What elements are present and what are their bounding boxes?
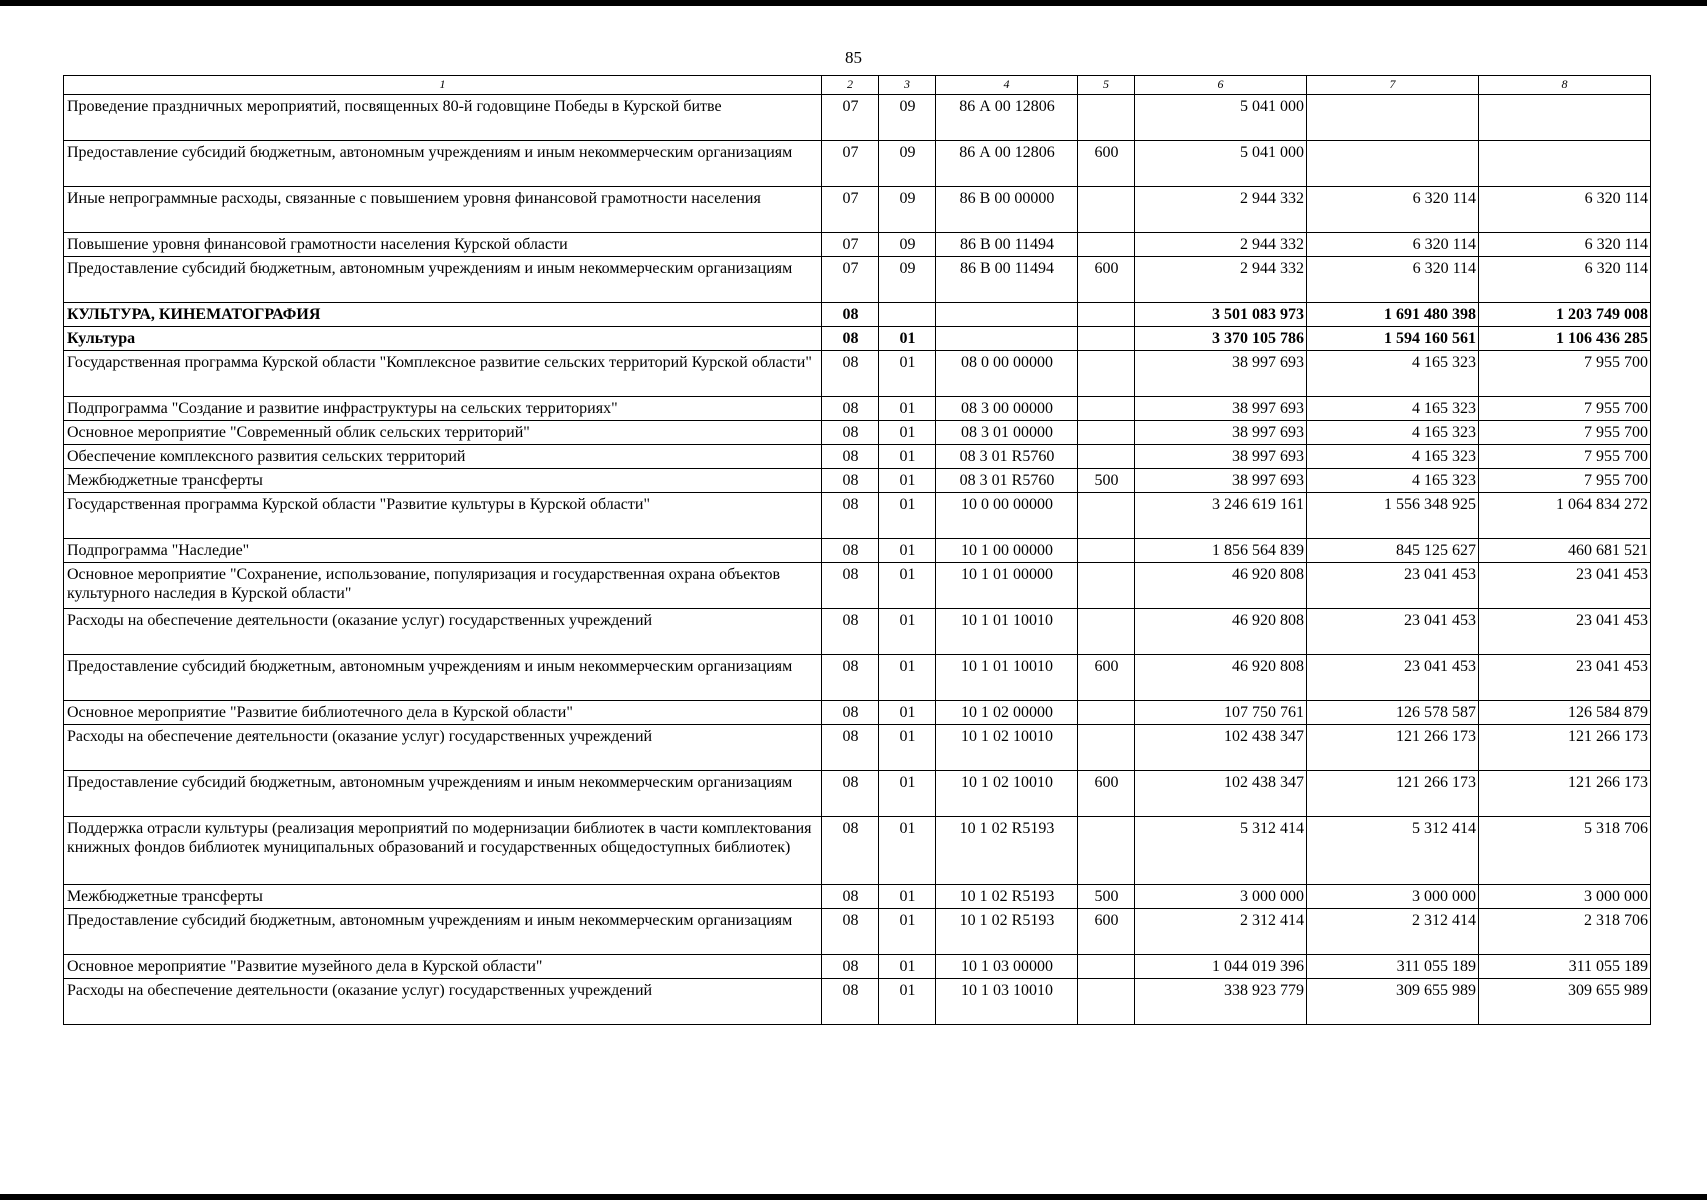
- target-article-code: 86 В 00 11494: [936, 257, 1078, 303]
- row-name: Подпрограмма "Создание и развитие инфраструктуры на сельских территориях": [64, 397, 822, 421]
- target-article-code: 10 1 03 10010: [936, 979, 1078, 1025]
- expense-type-code: 600: [1078, 141, 1135, 187]
- expense-type-code: [1078, 817, 1135, 885]
- scan-border-top: [0, 0, 1707, 6]
- target-article-code: 08 3 00 00000: [936, 397, 1078, 421]
- row-name: Государственная программа Курской области "Развитие культуры в Курской области": [64, 493, 822, 539]
- table-row: [64, 351, 1651, 397]
- target-article-code: 10 1 02 10010: [936, 725, 1078, 771]
- expense-type-code: [1078, 955, 1135, 979]
- amount-col-8: 121 266 173: [1479, 725, 1651, 771]
- subsection-code: 09: [879, 257, 936, 303]
- row-name: Предоставление субсидий бюджетным, автономным учреждениям и иным некоммерческим организациям: [64, 655, 822, 701]
- expense-type-code: [1078, 95, 1135, 141]
- table-row: [64, 725, 1651, 771]
- amount-col-8: 460 681 521: [1479, 539, 1651, 563]
- budget-table: [63, 75, 1651, 1025]
- table-body: [64, 95, 1651, 1025]
- section-code: 08: [822, 979, 879, 1025]
- amount-col-6: 2 312 414: [1135, 909, 1307, 955]
- amount-col-6: 338 923 779: [1135, 979, 1307, 1025]
- expense-type-code: 600: [1078, 655, 1135, 701]
- amount-col-6: 46 920 808: [1135, 563, 1307, 609]
- row-name: Проведение праздничных мероприятий, посвященных 80-й годовщине Победы в Курской битве: [64, 95, 822, 141]
- expense-type-code: [1078, 187, 1135, 233]
- page-number: 85: [845, 48, 862, 67]
- table-row: [64, 655, 1651, 701]
- amount-col-6: 46 920 808: [1135, 609, 1307, 655]
- amount-col-7: 121 266 173: [1307, 771, 1479, 817]
- subsection-code: 01: [879, 493, 936, 539]
- amount-col-8: 309 655 989: [1479, 979, 1651, 1025]
- table-row: [64, 187, 1651, 233]
- section-code: 08: [822, 817, 879, 885]
- header-col-6: 6: [1135, 76, 1307, 95]
- row-name: Повышение уровня финансовой грамотности населения Курской области: [64, 233, 822, 257]
- row-name: Предоставление субсидий бюджетным, автономным учреждениям и иным некоммерческим организациям: [64, 771, 822, 817]
- header-col-8: 8: [1479, 76, 1651, 95]
- amount-col-7: 23 041 453: [1307, 609, 1479, 655]
- amount-col-6: 3 370 105 786: [1135, 327, 1307, 351]
- table-row: [64, 885, 1651, 909]
- subsection-code: [879, 303, 936, 327]
- amount-col-6: 1 044 019 396: [1135, 955, 1307, 979]
- header-col-4: 4: [936, 76, 1078, 95]
- expense-type-code: [1078, 539, 1135, 563]
- amount-col-8: 3 000 000: [1479, 885, 1651, 909]
- subsection-code: 09: [879, 233, 936, 257]
- section-code: 08: [822, 563, 879, 609]
- amount-col-7: 309 655 989: [1307, 979, 1479, 1025]
- section-code: 08: [822, 421, 879, 445]
- expense-type-code: [1078, 609, 1135, 655]
- subsection-code: 01: [879, 397, 936, 421]
- section-code: 07: [822, 95, 879, 141]
- subsection-code: 01: [879, 955, 936, 979]
- row-name: Межбюджетные трансферты: [64, 469, 822, 493]
- amount-col-6: 3 000 000: [1135, 885, 1307, 909]
- target-article-code: 86 В 00 00000: [936, 187, 1078, 233]
- amount-col-6: 2 944 332: [1135, 233, 1307, 257]
- expense-type-code: [1078, 493, 1135, 539]
- amount-col-8: 6 320 114: [1479, 233, 1651, 257]
- target-article-code: 08 0 00 00000: [936, 351, 1078, 397]
- amount-col-8: 1 203 749 008: [1479, 303, 1651, 327]
- expense-type-code: 600: [1078, 909, 1135, 955]
- table-row: [64, 397, 1651, 421]
- subsection-code: 01: [879, 979, 936, 1025]
- header-col-5: 5: [1078, 76, 1135, 95]
- table-row: [64, 445, 1651, 469]
- table-row: [64, 141, 1651, 187]
- amount-col-8: 7 955 700: [1479, 397, 1651, 421]
- target-article-code: 86 В 00 11494: [936, 233, 1078, 257]
- expense-type-code: [1078, 421, 1135, 445]
- row-name: Основное мероприятие "Развитие музейного дела в Курской области": [64, 955, 822, 979]
- target-article-code: 10 1 00 00000: [936, 539, 1078, 563]
- subsection-code: 01: [879, 885, 936, 909]
- amount-col-6: 107 750 761: [1135, 701, 1307, 725]
- table-row: [64, 701, 1651, 725]
- expense-type-code: 500: [1078, 469, 1135, 493]
- amount-col-8: 23 041 453: [1479, 655, 1651, 701]
- expense-type-code: [1078, 351, 1135, 397]
- amount-col-7: 23 041 453: [1307, 655, 1479, 701]
- subsection-code: 01: [879, 655, 936, 701]
- section-code: 08: [822, 351, 879, 397]
- subsection-code: 09: [879, 95, 936, 141]
- row-name: Иные непрограммные расходы, связанные с повышением уровня финансовой грамотности населения: [64, 187, 822, 233]
- expense-type-code: 600: [1078, 771, 1135, 817]
- table-row: [64, 95, 1651, 141]
- amount-col-7: [1307, 141, 1479, 187]
- row-name: Предоставление субсидий бюджетным, автономным учреждениям и иным некоммерческим организациям: [64, 141, 822, 187]
- target-article-code: [936, 327, 1078, 351]
- target-article-code: 10 1 02 00000: [936, 701, 1078, 725]
- header-col-1: 1: [64, 76, 822, 95]
- header-col-2: 2: [822, 76, 879, 95]
- expense-type-code: [1078, 701, 1135, 725]
- section-code: 07: [822, 257, 879, 303]
- amount-col-6: 2 944 332: [1135, 257, 1307, 303]
- subsection-code: 09: [879, 187, 936, 233]
- section-code: 08: [822, 327, 879, 351]
- target-article-code: 86 А 00 12806: [936, 141, 1078, 187]
- subsection-code: 09: [879, 141, 936, 187]
- amount-col-8: [1479, 141, 1651, 187]
- section-code: 08: [822, 609, 879, 655]
- amount-col-6: 102 438 347: [1135, 771, 1307, 817]
- row-name: Расходы на обеспечение деятельности (оказание услуг) государственных учреждений: [64, 725, 822, 771]
- subsection-code: 01: [879, 327, 936, 351]
- table-row: [64, 303, 1651, 327]
- amount-col-7: 311 055 189: [1307, 955, 1479, 979]
- target-article-code: 10 1 02 R5193: [936, 817, 1078, 885]
- subsection-code: 01: [879, 609, 936, 655]
- amount-col-7: 4 165 323: [1307, 421, 1479, 445]
- amount-col-6: 38 997 693: [1135, 351, 1307, 397]
- target-article-code: 10 1 02 10010: [936, 771, 1078, 817]
- subsection-code: 01: [879, 445, 936, 469]
- subsection-code: 01: [879, 563, 936, 609]
- amount-col-7: 4 165 323: [1307, 351, 1479, 397]
- amount-col-6: 2 944 332: [1135, 187, 1307, 233]
- amount-col-6: 1 856 564 839: [1135, 539, 1307, 563]
- target-article-code: 08 3 01 R5760: [936, 469, 1078, 493]
- section-code: 08: [822, 445, 879, 469]
- table-row: [64, 493, 1651, 539]
- amount-col-6: 5 041 000: [1135, 95, 1307, 141]
- row-name: Основное мероприятие "Современный облик сельских территорий": [64, 421, 822, 445]
- expense-type-code: 600: [1078, 257, 1135, 303]
- amount-col-7: 3 000 000: [1307, 885, 1479, 909]
- row-name: Подпрограмма "Наследие": [64, 539, 822, 563]
- row-name: Расходы на обеспечение деятельности (оказание услуг) государственных учреждений: [64, 609, 822, 655]
- row-name: КУЛЬТУРА, КИНЕМАТОГРАФИЯ: [64, 303, 822, 327]
- target-article-code: 08 3 01 00000: [936, 421, 1078, 445]
- target-article-code: 10 1 01 00000: [936, 563, 1078, 609]
- target-article-code: 86 А 00 12806: [936, 95, 1078, 141]
- amount-col-8: 126 584 879: [1479, 701, 1651, 725]
- expense-type-code: [1078, 979, 1135, 1025]
- row-name: Предоставление субсидий бюджетным, автономным учреждениям и иным некоммерческим организациям: [64, 909, 822, 955]
- amount-col-8: 311 055 189: [1479, 955, 1651, 979]
- section-code: 08: [822, 701, 879, 725]
- amount-col-8: 23 041 453: [1479, 563, 1651, 609]
- amount-col-8: 6 320 114: [1479, 257, 1651, 303]
- table-header-row: [64, 76, 1651, 95]
- table-row: [64, 469, 1651, 493]
- amount-col-7: 23 041 453: [1307, 563, 1479, 609]
- amount-col-6: 38 997 693: [1135, 469, 1307, 493]
- table-row: [64, 539, 1651, 563]
- amount-col-8: 1 064 834 272: [1479, 493, 1651, 539]
- table-row: [64, 609, 1651, 655]
- row-name: Предоставление субсидий бюджетным, автономным учреждениям и иным некоммерческим организациям: [64, 257, 822, 303]
- section-code: 08: [822, 397, 879, 421]
- amount-col-7: 4 165 323: [1307, 469, 1479, 493]
- section-code: 07: [822, 233, 879, 257]
- section-code: 08: [822, 539, 879, 563]
- target-article-code: 10 0 00 00000: [936, 493, 1078, 539]
- section-code: 07: [822, 187, 879, 233]
- expense-type-code: 500: [1078, 885, 1135, 909]
- amount-col-8: 2 318 706: [1479, 909, 1651, 955]
- amount-col-8: 5 318 706: [1479, 817, 1651, 885]
- expense-type-code: [1078, 233, 1135, 257]
- table-row: [64, 909, 1651, 955]
- target-article-code: 10 1 02 R5193: [936, 885, 1078, 909]
- table-row: [64, 421, 1651, 445]
- amount-col-8: 7 955 700: [1479, 469, 1651, 493]
- subsection-code: 01: [879, 701, 936, 725]
- table-row: [64, 771, 1651, 817]
- amount-col-6: 3 246 619 161: [1135, 493, 1307, 539]
- target-article-code: 10 1 01 10010: [936, 655, 1078, 701]
- section-code: 08: [822, 725, 879, 771]
- subsection-code: 01: [879, 539, 936, 563]
- row-name: Основное мероприятие "Развитие библиотечного дела в Курской области": [64, 701, 822, 725]
- row-name: Государственная программа Курской области "Комплексное развитие сельских территорий Курской области": [64, 351, 822, 397]
- amount-col-8: [1479, 95, 1651, 141]
- row-name: Обеспечение комплексного развития сельских территорий: [64, 445, 822, 469]
- amount-col-7: 6 320 114: [1307, 257, 1479, 303]
- subsection-code: 01: [879, 771, 936, 817]
- target-article-code: 10 1 03 00000: [936, 955, 1078, 979]
- amount-col-6: 5 312 414: [1135, 817, 1307, 885]
- section-code: 08: [822, 303, 879, 327]
- amount-col-7: 1 556 348 925: [1307, 493, 1479, 539]
- amount-col-7: 1 691 480 398: [1307, 303, 1479, 327]
- subsection-code: 01: [879, 469, 936, 493]
- section-code: 08: [822, 655, 879, 701]
- expense-type-code: [1078, 303, 1135, 327]
- amount-col-8: 1 106 436 285: [1479, 327, 1651, 351]
- amount-col-6: 38 997 693: [1135, 397, 1307, 421]
- amount-col-8: 6 320 114: [1479, 187, 1651, 233]
- row-name: Культура: [64, 327, 822, 351]
- header-col-3: 3: [879, 76, 936, 95]
- amount-col-8: 7 955 700: [1479, 421, 1651, 445]
- amount-col-7: 2 312 414: [1307, 909, 1479, 955]
- amount-col-7: 6 320 114: [1307, 187, 1479, 233]
- amount-col-7: 1 594 160 561: [1307, 327, 1479, 351]
- expense-type-code: [1078, 563, 1135, 609]
- amount-col-8: 7 955 700: [1479, 351, 1651, 397]
- section-code: 08: [822, 771, 879, 817]
- amount-col-7: 6 320 114: [1307, 233, 1479, 257]
- expense-type-code: [1078, 397, 1135, 421]
- amount-col-6: 46 920 808: [1135, 655, 1307, 701]
- row-name: Межбюджетные трансферты: [64, 885, 822, 909]
- table-row: [64, 955, 1651, 979]
- section-code: 08: [822, 885, 879, 909]
- amount-col-6: 38 997 693: [1135, 445, 1307, 469]
- scan-border-bottom: [0, 1194, 1707, 1200]
- expense-type-code: [1078, 327, 1135, 351]
- expense-type-code: [1078, 725, 1135, 771]
- row-name: Основное мероприятие "Сохранение, использование, популяризация и государственная охрана объектов культурного наследия в Курской области": [64, 563, 822, 609]
- subsection-code: 01: [879, 421, 936, 445]
- table-row: [64, 563, 1651, 609]
- target-article-code: 10 1 02 R5193: [936, 909, 1078, 955]
- amount-col-6: 102 438 347: [1135, 725, 1307, 771]
- amount-col-8: 7 955 700: [1479, 445, 1651, 469]
- amount-col-7: 5 312 414: [1307, 817, 1479, 885]
- amount-col-7: 4 165 323: [1307, 445, 1479, 469]
- amount-col-6: 3 501 083 973: [1135, 303, 1307, 327]
- subsection-code: 01: [879, 725, 936, 771]
- table-row: [64, 327, 1651, 351]
- section-code: 08: [822, 955, 879, 979]
- header-col-7: 7: [1307, 76, 1479, 95]
- section-code: 07: [822, 141, 879, 187]
- subsection-code: 01: [879, 817, 936, 885]
- row-name: Расходы на обеспечение деятельности (оказание услуг) государственных учреждений: [64, 979, 822, 1025]
- amount-col-8: 121 266 173: [1479, 771, 1651, 817]
- expense-type-code: [1078, 445, 1135, 469]
- amount-col-7: 4 165 323: [1307, 397, 1479, 421]
- target-article-code: 10 1 01 10010: [936, 609, 1078, 655]
- row-name: Поддержка отрасли культуры (реализация мероприятий по модернизации библиотек в части комплектования книжных фондов библиотек муниципальных образований и государственных общедоступных библиотек): [64, 817, 822, 885]
- target-article-code: [936, 303, 1078, 327]
- subsection-code: 01: [879, 351, 936, 397]
- table-row: [64, 817, 1651, 885]
- amount-col-7: 845 125 627: [1307, 539, 1479, 563]
- table-row: [64, 257, 1651, 303]
- amount-col-6: 38 997 693: [1135, 421, 1307, 445]
- table-row: [64, 979, 1651, 1025]
- section-code: 08: [822, 493, 879, 539]
- subsection-code: 01: [879, 909, 936, 955]
- table-row: [64, 233, 1651, 257]
- section-code: 08: [822, 469, 879, 493]
- amount-col-6: 5 041 000: [1135, 141, 1307, 187]
- target-article-code: 08 3 01 R5760: [936, 445, 1078, 469]
- amount-col-7: [1307, 95, 1479, 141]
- amount-col-8: 23 041 453: [1479, 609, 1651, 655]
- section-code: 08: [822, 909, 879, 955]
- amount-col-7: 121 266 173: [1307, 725, 1479, 771]
- amount-col-7: 126 578 587: [1307, 701, 1479, 725]
